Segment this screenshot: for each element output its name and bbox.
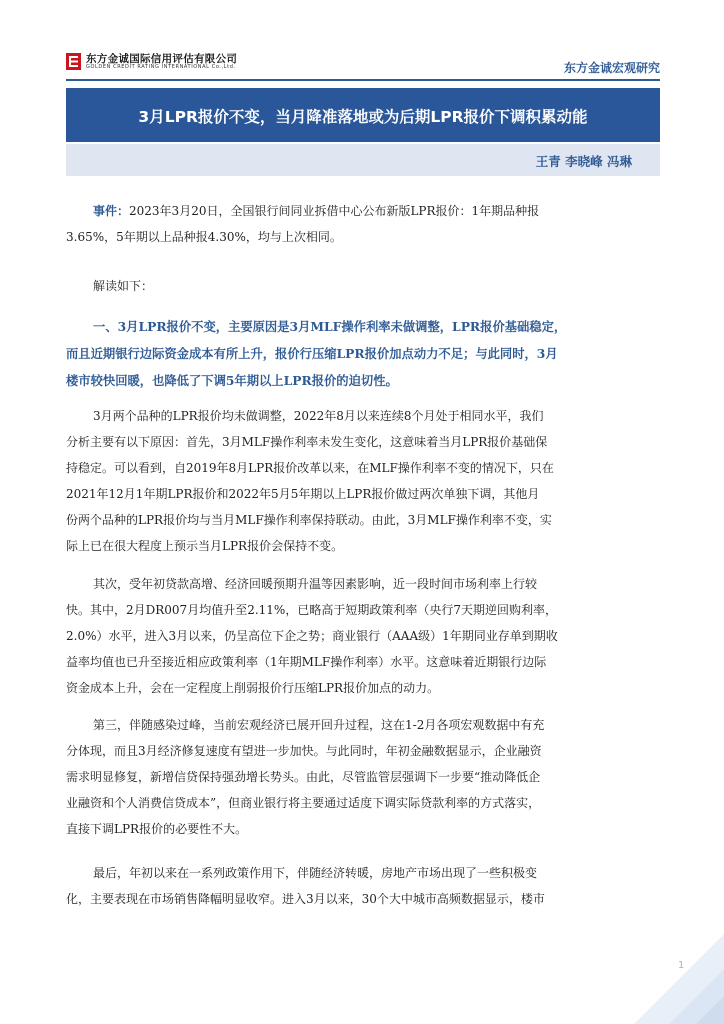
heading-line-1: 一、3月LPR报价不变，主要原因是3月MLF操作利率未做调整，LPR报价基础稳定， xyxy=(93,319,567,334)
company-name-en: GOLDEN CREDIT RATING INTERNATIONAL Co.,Ltd. xyxy=(86,64,236,70)
section-heading-1 xyxy=(66,313,660,394)
section-label: 东方金诚宏观研究 xyxy=(563,61,660,75)
heading-line-3: 楼市较快回暖，也降低了下调5年期以上LPR报价的迫切性。 xyxy=(66,373,398,388)
p2-line-2: 快。其中，2月DR007月均值升至2.11%，已略高于短期政策利率（央行7天期逆回购利率， xyxy=(66,603,557,617)
header-divider xyxy=(66,79,660,81)
authors-band xyxy=(66,144,660,176)
p3-line-1: 第三，伴随感染过峰，当前宏观经济已展开回升过程，这在1-2月各项宏观数据中有充 xyxy=(93,718,545,732)
p3-line-5: 直接下调LPR报价的必要性不大。 xyxy=(66,822,248,836)
event-label: 事件： xyxy=(93,204,130,218)
company-name: 东方金诚国际信用评估有限公司 xyxy=(86,53,238,65)
p2-line-3: 2.0%）水平，进入3月以来，仍呈高位下企之势；商业银行（AAA级）1年期同业存单到期收 xyxy=(66,629,558,643)
p4-line-1: 最后，年初以来在一系列政策作用下，伴随经济转暖，房地产市场出现了一些积极变 xyxy=(93,866,538,880)
p3-line-3: 需求明显修复，新增信贷保持强劲增长势头。由此，尽管监管层强调下一步要“推动降低企 xyxy=(66,770,541,784)
heading-line-2: 而且近期银行边际资金成本有所上升，报价行压缩LPR报价加点动力不足；与此同时，3月 xyxy=(66,346,558,361)
p1-line-1: 3月两个品种的LPR报价均未做调整，2022年8月以来连续8个月处于相同水平，我们 xyxy=(93,409,544,423)
p3-line-4: 业融资和个人消费信贷成本”，但商业银行将主要通过适度下调实际贷款利率的方式落实， xyxy=(66,796,541,810)
company-logo-icon xyxy=(66,53,81,70)
corner-decoration xyxy=(574,874,724,1024)
intro-text: 解读如下： xyxy=(93,279,154,293)
event-text-line-1: 2023年3月20日，全国银行间同业拆借中心公布新版LPR报价：1年期品种报 xyxy=(129,204,540,218)
p1-line-5: 份两个品种的LPR报价均与当月MLF操作利率保持联动。由此，3月MLF操作利率不变，实 xyxy=(66,513,552,527)
body-paragraph-1 xyxy=(66,403,660,559)
p2-line-4: 益率均值也已升至接近相应政策利率（1年期MLF操作利率）水平。这意味着近期银行边际 xyxy=(66,655,547,669)
body-paragraph-4 xyxy=(66,860,660,912)
p1-line-6: 际上已在很大程度上预示当月LPR报价会保持不变。 xyxy=(66,539,344,553)
title-banner xyxy=(66,88,660,142)
p1-line-4: 2021年12月1年期LPR报价和2022年5月5年期以上LPR报价做过两次单独下调，其他月 xyxy=(66,487,540,501)
body-paragraph-2 xyxy=(66,571,660,701)
p1-line-3: 持稳定。可以看到，自2019年8月LPR报价改革以来，在MLF操作利率不变的情况下，只在 xyxy=(66,461,554,475)
page-number: 1 xyxy=(678,960,685,971)
p2-line-1: 其次，受年初贷款高增、经济回暖预期升温等因素影响，近一段时间市场利率上行较 xyxy=(93,577,538,591)
page-header xyxy=(66,50,660,78)
intro-paragraph xyxy=(66,273,660,299)
report-title: 3月LPR报价不变，当月降准落地或为后期LPR报价下调积累动能 xyxy=(138,108,588,126)
body-paragraph-3 xyxy=(66,712,660,842)
event-text-line-2: 3.65%，5年期以上品种报4.30%，均与上次相同。 xyxy=(66,230,342,244)
p1-line-2: 分析主要有以下原因：首先，3月MLF操作利率未发生变化，这意味着当月LPR报价基础保 xyxy=(66,435,548,449)
authors: 王青 李晓峰 冯琳 xyxy=(535,154,632,169)
p4-line-2: 化，主要表现在市场销售降幅明显收窄。进入3月以来，30个大中城市高频数据显示，楼市 xyxy=(66,892,545,906)
p2-line-5: 资金成本上升，会在一定程度上削弱报价行压缩LPR报价加点的动力。 xyxy=(66,681,440,695)
p3-line-2: 分体现，而且3月经济修复速度有望进一步加快。与此同时，年初金融数据显示，企业融资 xyxy=(66,744,542,758)
event-paragraph xyxy=(66,198,660,250)
